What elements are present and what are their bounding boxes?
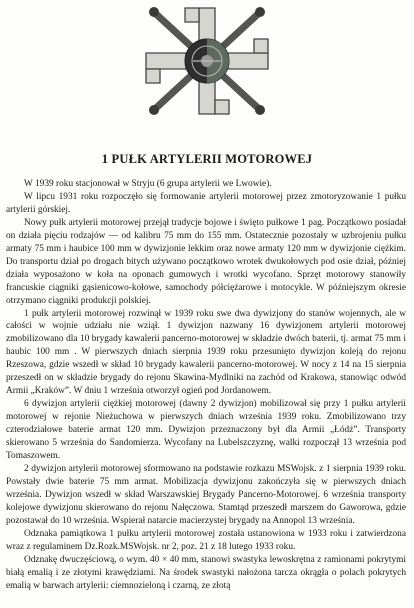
paragraph: W lipcu 1931 roku rozpoczęło się formowanie artylerii motorowej przez zmotoryzowanie 1 pułku artylerii górskiej. bbox=[6, 191, 406, 215]
regimental-badge-image bbox=[138, 0, 276, 120]
paragraph: 6 dywizjon artylerii ciężkiej motorowej (dawny 2 dywizjon) mobilizował się przy 1 pułku artylerii motorowej w rejonie Nieżuchowa w pierwszych dniach września 1939 roku. Zmobilizowano trzy czterodziałowe baterie armat 120 mm. Dywizjon przeznaczony był dla Armii „Łódź”. Transporty skierowano 5 września do Sandomierza. Wycofany na Lubelszczyznę, walki rozpoczął 13 września pod Tomaszowem. bbox=[6, 399, 406, 462]
paragraph: Nowy pułk artylerii motorowej przejął tradycje bojowe i święto pułkowe 1 pag. Początkowo posiadał on działa pięciu rodzajów — od kalibru 75 mm do 155 mm. Ostatecznie pozostały w uzbrojeniu pułku armaty 75 mm i haubice 100 mm w dywizjonie lekkim oraz nowe armaty 120 mm w dywizjonie ciężkim. Do transportu dział po drogach bitych używano początkowo wrotek dwukołowych pod osie dział, później działa wyposażono w koła na oponach gumowych i wrotki wycofano. Sprzęt motorowy stanowiły francuskie ciągniki gąsienicowo-kołowe, samochody półciężarowe i motocykle. W późniejszym okresie otrzymano ciągniki produkcji polskiej. bbox=[6, 217, 406, 306]
paragraph: 1 pułk artylerii motorowej rozwinął w 1939 roku swe dwa dywizjony do stanów wojennych, ale w całości w wojnie udziału nie wziął. 1 dywizjon nazwany 16 dywizjonem artylerii motorowej zmobilizowano dla 10 brygady kawalerii pancerno-motorowej w składzie dwóch baterii, tj. armat 75 mm i haubic 100 mm . W pierwszych dniach sierpnia 1939 roku przesunięto dywizjon koleją do rejonu Rzeszowa, gdzie wszedł w skład 10 brygady kawalerii pancerno-motorowej. W nocy z 14 na 15 sierpnia przeszedł on w składzie brygady do rejonu Skawina-Mydlniki na zachód od Krakowa, stanowiąc odwód Armii „Kraków”. W dniu 1 września otworzył ogień pod Jordanowem. bbox=[6, 308, 406, 397]
article-body bbox=[6, 178, 406, 593]
paragraph: W 1939 roku stacjonował w Stryju (6 grupa artylerii we Lwowie). bbox=[24, 179, 272, 189]
swastika-badge-icon bbox=[138, 0, 276, 120]
page-title: 1 PUŁK ARTYLERII MOTOROWEJ bbox=[101, 152, 313, 166]
paragraph: Odznaka pamiątkowa 1 pułku artylerii motorowej została ustanowiona w 1933 roku i zatwierdzona wraz z regulaminem Dz.Rozk.MSWojsk. nr 2, poz. 21 z 18 lutego 1933 roku. bbox=[6, 528, 406, 552]
paragraph: 2 dywizjon artylerii motorowej sformowano na podstawie rozkazu MSWojsk. z 1 sierpnia 1939 roku. Powstały dwie baterie 75 mm armat. Mobilizacja dywizjonu zakończyła się w pierwszych dniach września. Dywizjon wszedł w skład Warszawskiej Brygady Pancerno-Motorowej. 6 września transporty kolejowe dywizjonu skierowano do rejonu Nałęczowa. Stamtąd przeszedł marszem do Gaworowa, gdzie pozostawał do 10 września. Wspierał natarcie macierzystej brygady na Annopol 13 września. bbox=[6, 463, 406, 526]
paragraph: Odznakę dwuczęściową, o wym. 40 × 40 mm, stanowi swastyka lewoskrętna z ramionami pokrytymi białą emalią i ze złotymi krawędziami. Na środek swastyki nałożona tarcza okrągła o polach pokrytych emalią w barwach artylerii: ciemnozieloną i czarną, ze złotą bbox=[6, 554, 406, 591]
